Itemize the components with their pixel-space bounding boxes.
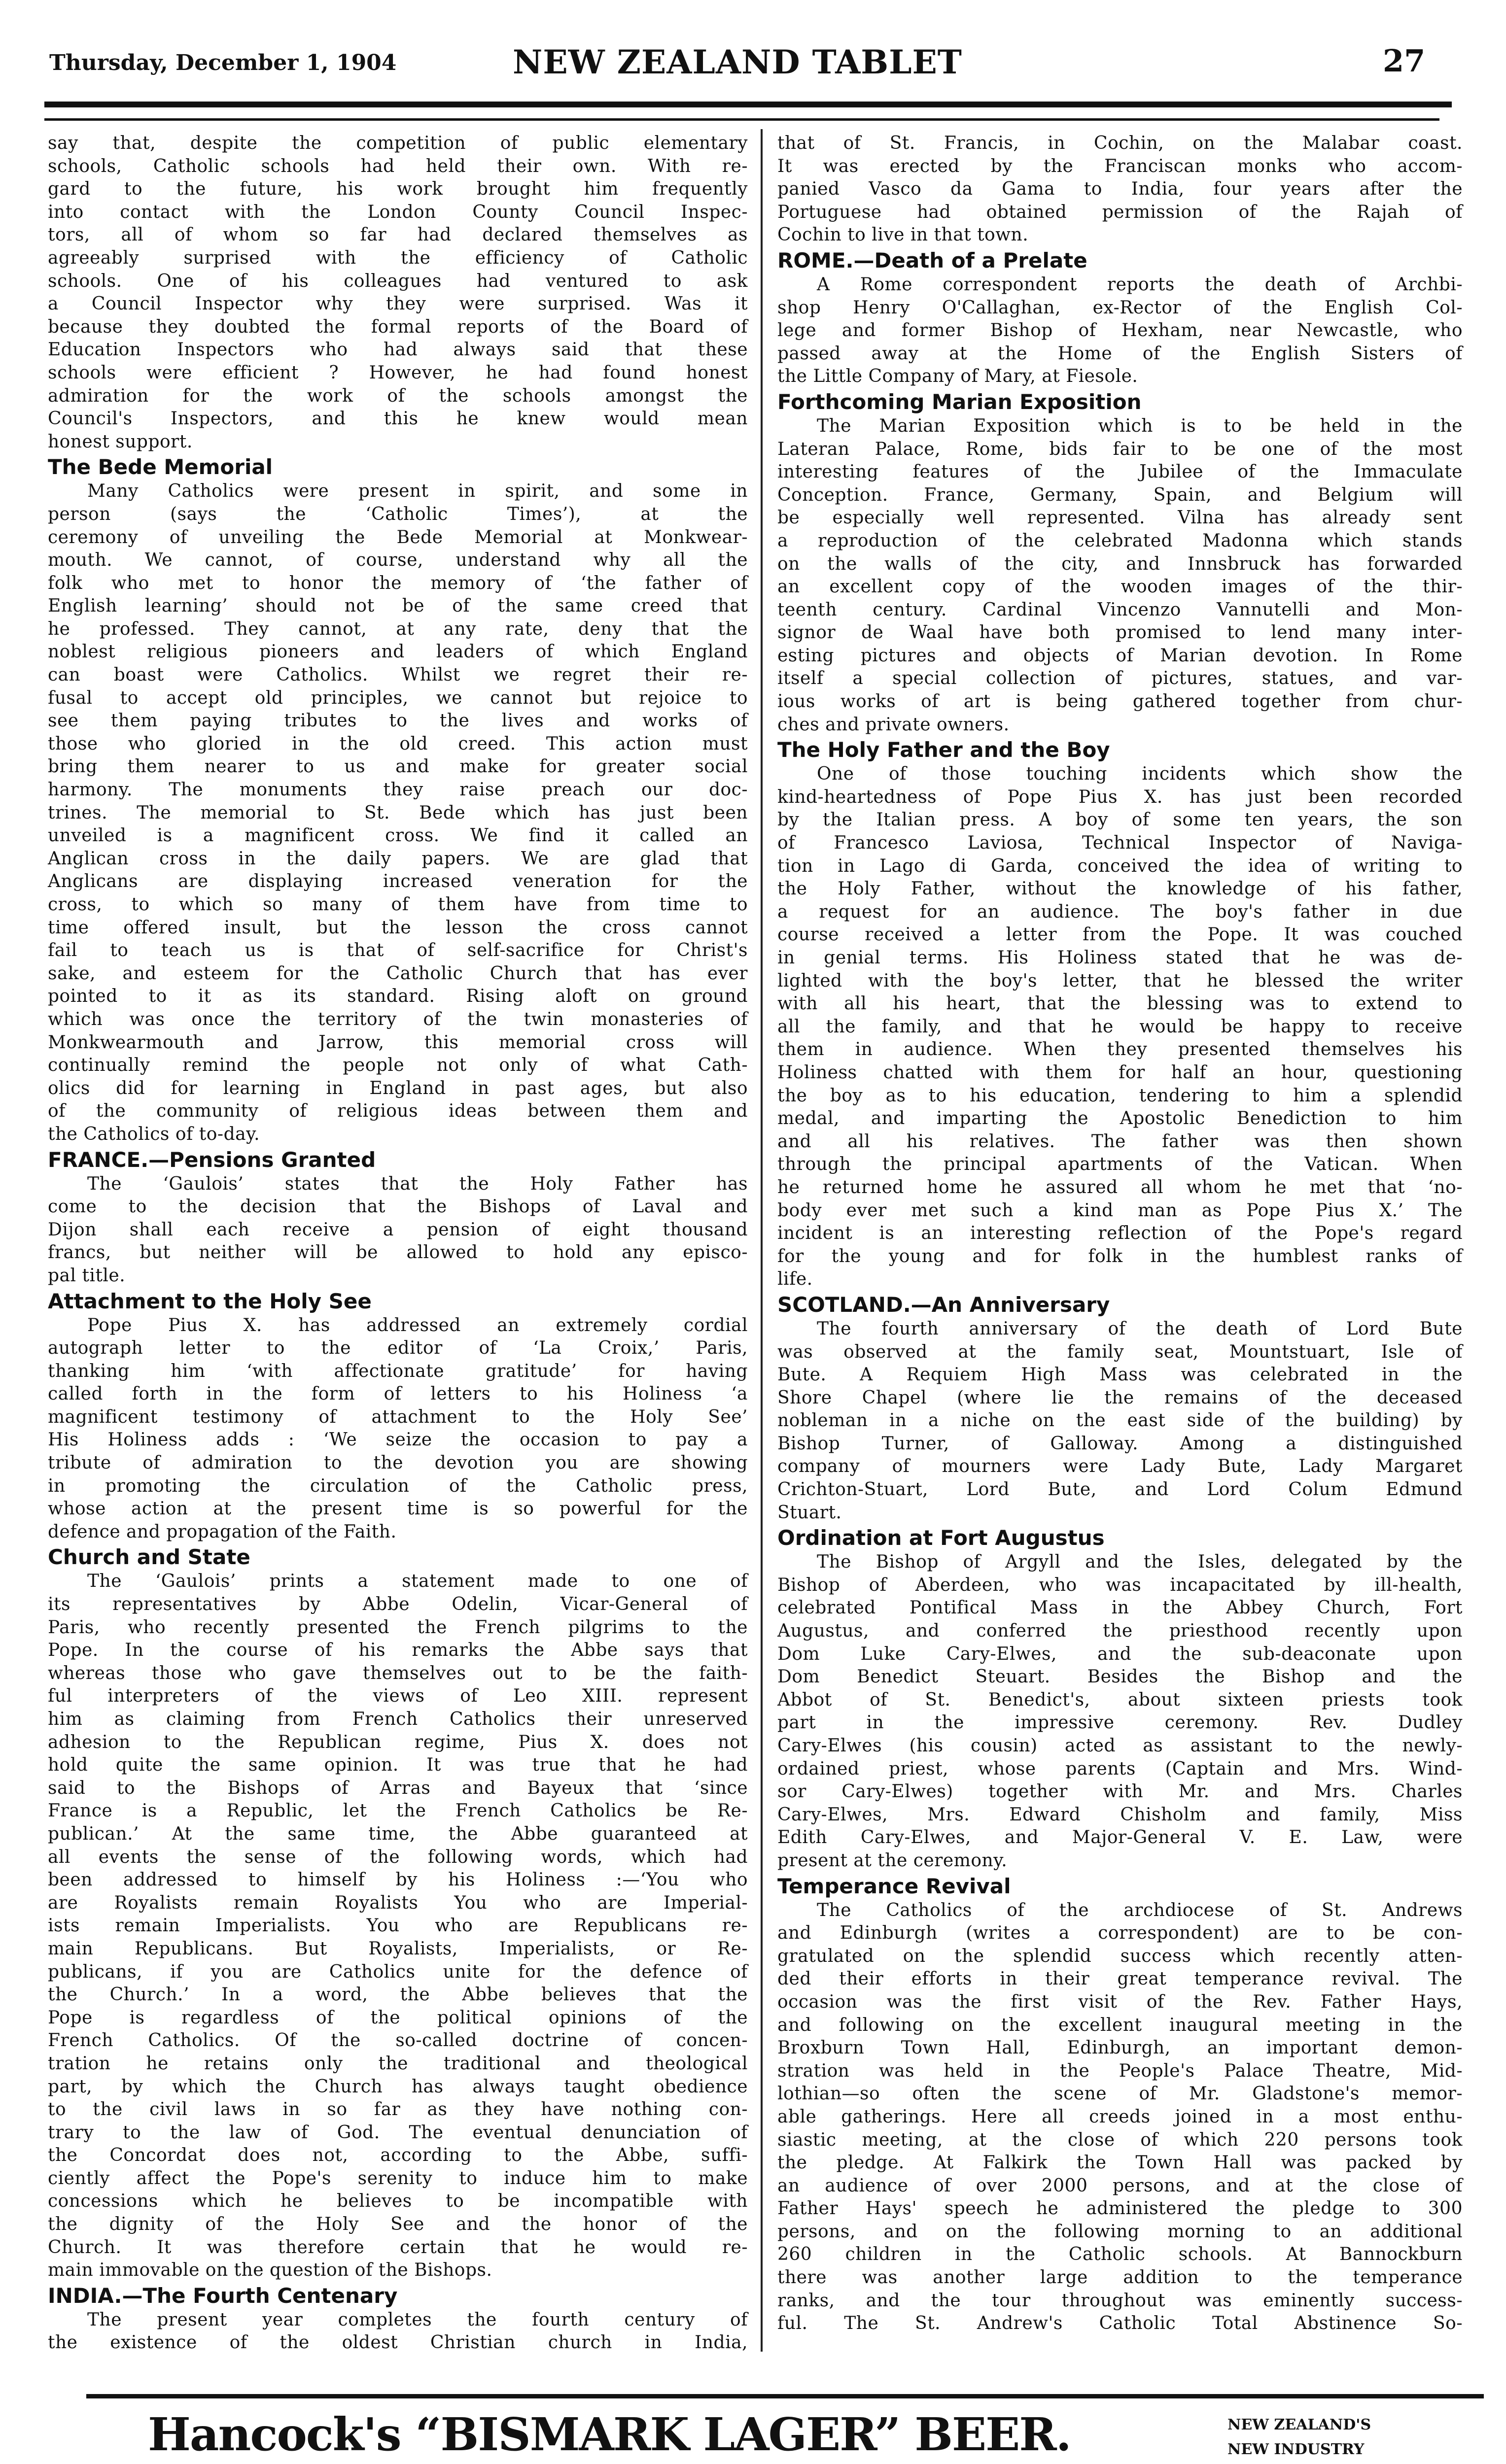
- text-line: by the Italian press. A boy of some ten years, the son: [777, 810, 1463, 830]
- text-line: Pope is regardless of the political opinions of the: [48, 2007, 748, 2028]
- text-line: Abbot of St. Benedict's, about sixteen priests took: [777, 1689, 1463, 1710]
- text-line: ches and private owners.: [777, 714, 1010, 735]
- text-line: schools, Catholic schools had held their own. With re-: [48, 156, 748, 176]
- text-line: Lateran Palace, Rome, bids fair to be one of the most: [777, 439, 1463, 459]
- advertisement-headline: Hancock's “BISMARK LAGER” BEER.: [148, 2408, 1071, 2461]
- article-paragraph: [777, 415, 1463, 736]
- text-line: the pledge. At Falkirk the Town Hall was packed by: [777, 2153, 1463, 2173]
- text-line: interesting features of the Jubilee of the Immaculate: [777, 462, 1463, 482]
- text-line: occasion was the first visit of the Rev. Father Hays,: [777, 1991, 1463, 2012]
- text-line: can boast were Catholics. Whilst we regret their re-: [48, 665, 748, 685]
- right-column: [777, 132, 1463, 2335]
- header-rule-thin: [44, 118, 1439, 121]
- article-paragraph: [777, 763, 1463, 1291]
- text-line: which was once the territory of the twin monasteries of: [48, 1009, 748, 1029]
- text-line: ful. The St. Andrew's Catholic Total Abstinence So-: [777, 2313, 1463, 2334]
- article-heading: Temperance Revival: [777, 1874, 1011, 1898]
- text-line: ciently affect the Pope's serenity to induce him to make: [48, 2168, 748, 2189]
- text-line: The fourth anniversary of the death of Lord Bute: [817, 1318, 1463, 1339]
- text-line: in promoting the circulation of the Catholic press,: [48, 1475, 748, 1496]
- text-line: noblest religious pioneers and leaders of which England: [48, 642, 748, 662]
- text-line: magnificent testimony of attachment to the Holy See’: [48, 1406, 748, 1427]
- text-line: Dijon shall each receive a pension of eight thousand: [48, 1219, 748, 1240]
- text-line: pal title.: [48, 1265, 126, 1286]
- text-line: concessions which he believes to be incompatible with: [48, 2191, 748, 2212]
- text-line: Many Catholics were present in spirit, and some in: [87, 481, 748, 502]
- text-line: Church. It was therefore certain that he would re-: [48, 2237, 748, 2258]
- article-heading: SCOTLAND.—An Anniversary: [777, 1292, 1110, 1317]
- advertisement-tagline-line: NEW INDUSTRY: [1227, 2441, 1365, 2458]
- text-line: esting pictures and objects of Marian devotion. In Rome: [777, 645, 1463, 666]
- text-line: Anglican cross in the daily papers. We are glad that: [48, 848, 748, 869]
- article-paragraph: [777, 274, 1463, 388]
- text-line: been addressed to himself by his Holiness :—‘You who: [48, 1870, 748, 1890]
- article-heading: Forthcoming Marian Exposition: [777, 389, 1142, 414]
- text-line: into contact with the London County Council Inspec-: [48, 202, 748, 222]
- text-line: because they doubted the formal reports of the Board of: [48, 316, 748, 337]
- text-line: Broxburn Town Hall, Edinburgh, an important demon-: [777, 2038, 1463, 2058]
- text-line: ceremony of unveiling the Bede Memorial at Monkwear-: [48, 527, 748, 548]
- text-line: English learning’ should not be of the same creed that: [48, 596, 748, 616]
- text-line: Crichton-Stuart, Lord Bute, and Lord Colum Edmund: [777, 1479, 1463, 1500]
- text-line: persons, and on the following morning to an additional: [777, 2221, 1463, 2242]
- text-line: there was another large addition to the temperance: [777, 2267, 1463, 2288]
- text-line: Holiness chatted with them for half an hour, questioning: [777, 1062, 1463, 1083]
- text-line: stration was held in the People's Palace Theatre, Mid-: [777, 2060, 1463, 2081]
- article-paragraph: [777, 1551, 1463, 1872]
- text-line: pointed to it as its standard. Rising aloft on ground: [48, 986, 748, 1007]
- text-line: Paris, who recently presented the French pilgrims to the: [48, 1617, 748, 1638]
- text-line: the Catholics of to-day.: [48, 1124, 260, 1144]
- text-line: honest support.: [48, 431, 193, 452]
- text-line: Father Hays' speech he administered the pledge to 300: [777, 2198, 1463, 2219]
- text-line: through the principal apartments of the Vatican. When: [777, 1154, 1463, 1175]
- text-line: said to the Bishops of Arras and Bayeux that ‘since: [48, 1778, 748, 1798]
- text-line: It was erected by the Franciscan monks who accom-: [777, 156, 1463, 176]
- text-line: the existence of the oldest Christian church in India,: [48, 2332, 748, 2353]
- text-line: the Holy Father, without the knowledge of his father,: [777, 879, 1463, 899]
- text-line: them in audience. When they presented themselves his: [777, 1039, 1463, 1060]
- text-line: The ‘Gaulois’ states that the Holy Father has: [87, 1173, 748, 1194]
- text-line: The Marian Exposition which is to be held in the: [817, 415, 1463, 436]
- text-line: folk who met to honor the memory of ‘the father of: [48, 573, 748, 593]
- text-line: Dom Benedict Steuart. Besides the Bishop and the: [777, 1667, 1463, 1687]
- text-line: that of St. Francis, in Cochin, on the Malabar coast.: [777, 133, 1463, 153]
- article-paragraph: [48, 1314, 748, 1544]
- text-line: of the community of religious ideas between them and: [48, 1101, 748, 1122]
- text-line: him as claiming from French Catholics their unreserved: [48, 1709, 748, 1729]
- text-line: Cary-Elwes, Mrs. Edward Chisholm and family, Miss: [777, 1804, 1463, 1825]
- text-line: schools. One of his colleagues had ventured to ask: [48, 271, 748, 291]
- text-line: Bishop Turner, of Galloway. Among a distinguished: [777, 1433, 1463, 1454]
- text-line: those who gloried in the old creed. This action must: [48, 733, 748, 754]
- text-line: incident is an interesting reflection of the Pope's regard: [777, 1223, 1463, 1244]
- text-line: ranks, and the tour throughout was eminently success-: [777, 2290, 1463, 2311]
- text-line: Cary-Elwes (his cousin) acted as assistant to the newly-: [777, 1736, 1463, 1756]
- text-line: 260 children in the Catholic schools. At Bannockburn: [777, 2244, 1463, 2265]
- text-line: fusal to accept old principles, we cannot but rejoice to: [48, 687, 748, 708]
- text-line: with all his heart, that the blessing was to extend to: [777, 993, 1463, 1014]
- text-line: harmony. The monuments they raise preach our doc-: [48, 780, 748, 800]
- text-line: of Francesco Laviosa, Technical Inspector of Naviga-: [777, 833, 1463, 854]
- article-paragraph: [48, 132, 748, 453]
- text-line: able gatherings. Here all creeds joined in a most enthu-: [777, 2106, 1463, 2127]
- text-line: Council's Inspectors, and this he knew would mean: [48, 409, 748, 429]
- text-line: say that, despite the competition of public elementary: [48, 133, 748, 153]
- text-line: gratulated on the splendid success which recently atten-: [777, 1946, 1463, 1966]
- text-line: in genial terms. His Holiness stated that he was de-: [777, 948, 1463, 968]
- text-line: all the family, and that he would be happy to receive: [777, 1016, 1463, 1037]
- text-line: Dom Luke Cary-Elwes, and the sub-deaconate upon: [777, 1643, 1463, 1664]
- text-line: the Church.’ In a word, the Abbe believes that the: [48, 1985, 748, 2005]
- article-paragraph: [777, 1899, 1463, 2335]
- text-line: lothian—so often the scene of Mr. Gladstone's memor-: [777, 2084, 1463, 2104]
- article-paragraph: [777, 1318, 1463, 1524]
- text-line: Cochin to live in that town.: [777, 225, 1029, 245]
- text-line: ious works of art is being gathered together from chur-: [777, 691, 1463, 712]
- text-line: main Republicans. But Royalists, Imperialists, or Re-: [48, 1938, 748, 1959]
- text-line: ded their efforts in their great temperance revival. The: [777, 1969, 1463, 1989]
- text-line: a request for an audience. The boy's father in due: [777, 901, 1463, 922]
- text-line: part in the impressive ceremony. Rev. Dudley: [777, 1712, 1463, 1733]
- text-line: schools were efficient ? However, he had found honest: [48, 362, 748, 383]
- text-line: defence and propagation of the Faith.: [48, 1521, 397, 1542]
- text-line: lighted with the boy's letter, that he blessed the writer: [777, 970, 1463, 991]
- text-line: The present year completes the fourth century of: [87, 2309, 748, 2330]
- text-line: olics did for learning in England in past ages, but also: [48, 1078, 748, 1098]
- text-line: publicans, if you are Catholics unite for the defence of: [48, 1961, 748, 1982]
- text-line: Pope. In the course of his remarks the Abbe says that: [48, 1640, 748, 1661]
- text-line: siastic meeting, at the close of which 220 persons took: [777, 2129, 1463, 2150]
- text-line: the boy as to his education, tendering to him a splendid: [777, 1085, 1463, 1106]
- column-divider: [761, 129, 763, 2352]
- text-line: the dignity of the Holy See and the honor of the: [48, 2214, 748, 2235]
- article-heading: The Holy Father and the Boy: [777, 738, 1110, 762]
- text-line: tion in Lago di Garda, conceived the idea of writing to: [777, 856, 1463, 876]
- text-line: ists remain Imperialists. You who are Republicans re-: [48, 1916, 748, 1936]
- left-column: [48, 132, 748, 2355]
- text-line: come to the decision that the Bishops of Laval and: [48, 1197, 748, 1217]
- article-paragraph: [777, 132, 1463, 247]
- text-line: Stuart.: [777, 1502, 842, 1523]
- text-line: trary to the law of God. The eventual denunciation of: [48, 2122, 748, 2143]
- text-line: a reproduction of the celebrated Madonna which stands: [777, 530, 1463, 551]
- text-line: tribute of admiration to the devotion you are showing: [48, 1453, 748, 1473]
- text-line: hold quite the same opinion. It was true that he had: [48, 1755, 748, 1776]
- text-line: called forth in the form of letters to his Holiness ‘a: [48, 1384, 748, 1404]
- article-heading: Church and State: [48, 1545, 250, 1570]
- text-line: His Holiness adds : ‘We seize the occasion to pay a: [48, 1430, 748, 1450]
- text-line: passed away at the Home of the English Sisters of: [777, 343, 1463, 364]
- text-line: Bute. A Requiem High Mass was celebrated in the: [777, 1365, 1463, 1385]
- page-number: 27: [1383, 43, 1426, 79]
- text-line: to the civil laws in so far as they have nothing con-: [48, 2099, 748, 2120]
- article-heading: Attachment to the Holy See: [48, 1289, 372, 1313]
- text-line: its representatives by Abbe Odelin, Vicar-General of: [48, 1594, 748, 1615]
- text-line: A Rome correspondent reports the death of Archbi-: [817, 274, 1463, 295]
- text-line: an excellent copy of the wooden images of the thir-: [777, 577, 1463, 597]
- text-line: person (says the ‘Catholic Times’), at the: [48, 504, 748, 524]
- text-line: sor Cary-Elwes) together with Mr. and Mrs. Charles: [777, 1781, 1463, 1802]
- text-line: whereas those who gave themselves out to be the faith-: [48, 1663, 748, 1683]
- text-line: Augustus, and conferred the priesthood recently upon: [777, 1621, 1463, 1642]
- text-line: Pope Pius X. has addressed an extremely cordial: [87, 1315, 748, 1335]
- text-line: whose action at the present time is so powerful for the: [48, 1499, 748, 1519]
- text-line: cross, to which so many of them have from time to: [48, 894, 748, 915]
- article-paragraph: [48, 1570, 748, 2282]
- text-line: publican.’ At the same time, the Abbe guaranteed at: [48, 1823, 748, 1844]
- text-line: medal, and imparting the Apostolic Benediction to him: [777, 1108, 1463, 1129]
- text-line: celebrated Pontifical Mass in the Abbey Church, Fort: [777, 1598, 1463, 1618]
- text-line: and all his relatives. The father was then shown: [777, 1131, 1463, 1152]
- masthead-title: NEW ZEALAND TABLET: [513, 43, 962, 81]
- text-line: part, by which the Church has always taught obedience: [48, 2076, 748, 2097]
- text-line: lege and former Bishop of Hexham, near Newcastle, who: [777, 320, 1463, 341]
- text-line: ordained priest, whose parents (Captain and Mrs. Wind-: [777, 1758, 1463, 1779]
- text-line: Anglicans are displaying increased veneration for the: [48, 871, 748, 892]
- text-line: and Edinburgh (writes a correspondent) are to be con-: [777, 1923, 1463, 1944]
- text-line: Shore Chapel (where lie the remains of the deceased: [777, 1387, 1463, 1408]
- text-line: trines. The memorial to St. Bede which has just been: [48, 802, 748, 823]
- text-line: francs, but neither will be allowed to hold any episco-: [48, 1242, 748, 1263]
- text-line: adhesion to the Republican regime, Pius X. does not: [48, 1732, 748, 1752]
- text-line: unveiled is a magnificent cross. We find it called an: [48, 825, 748, 846]
- text-line: bring them nearer to us and make for greater social: [48, 756, 748, 777]
- text-line: Education Inspectors who had always said that these: [48, 340, 748, 360]
- article-paragraph: [48, 2309, 748, 2355]
- text-line: course received a letter from the Pope. It was couched: [777, 924, 1463, 945]
- text-line: tration he retains only the traditional and theological: [48, 2053, 748, 2074]
- text-line: all events the sense of the following words, which had: [48, 1847, 748, 1867]
- text-line: agreeably surprised with the efficiency of Catholic: [48, 247, 748, 268]
- text-line: Bishop of Aberdeen, who was incapacitated by ill-health,: [777, 1574, 1463, 1595]
- text-line: see them paying tributes to the lives and works of: [48, 711, 748, 731]
- text-line: Portuguese had obtained permission of the Rajah of: [777, 202, 1463, 222]
- text-line: an audience of over 2000 persons, and at the close of: [777, 2175, 1463, 2196]
- text-line: panied Vasco da Gama to India, four years after the: [777, 179, 1463, 200]
- text-line: thanking him ‘with affectionate gratitude’ for having: [48, 1361, 748, 1381]
- text-line: fail to teach us is that of self-sacrifice for Christ's: [48, 940, 748, 961]
- text-line: French Catholics. Of the so-called doctrine of concen-: [48, 2030, 748, 2051]
- article-heading: INDIA.—The Fourth Centenary: [48, 2283, 398, 2308]
- text-line: nobleman in a niche on the east side of the building) by: [777, 1410, 1463, 1431]
- article-paragraph: [48, 480, 748, 1146]
- text-line: the Concordat does not, according to the Abbe, suffi-: [48, 2145, 748, 2166]
- text-line: the Little Company of Mary, at Fiesole.: [777, 366, 1138, 387]
- text-line: time offered insult, but the lesson the cross cannot: [48, 917, 748, 938]
- text-line: itself a special collection of pictures, statues, and var-: [777, 668, 1463, 689]
- article-paragraph: [48, 1173, 748, 1288]
- text-line: The Catholics of the archdiocese of St. Andrews: [817, 1900, 1463, 1920]
- issue-date: Thursday, December 1, 1904: [49, 50, 397, 75]
- article-heading: Ordination at Fort Augustus: [777, 1526, 1105, 1550]
- text-line: life.: [777, 1269, 813, 1290]
- text-line: on the walls of the city, and Innsbruck has forwarded: [777, 553, 1463, 574]
- text-line: company of mourners were Lady Bute, Lady Margaret: [777, 1456, 1463, 1477]
- text-line: France is a Republic, let the French Catholics be Re-: [48, 1801, 748, 1821]
- text-line: The ‘Gaulois’ prints a statement made to one of: [87, 1571, 748, 1592]
- text-line: teenth century. Cardinal Vincenzo Vannutelli and Mon-: [777, 599, 1463, 620]
- header-rule-thick: [44, 102, 1452, 107]
- text-line: signor de Waal have both promised to lend many inter-: [777, 622, 1463, 643]
- text-line: gard to the future, his work brought him frequently: [48, 179, 748, 200]
- text-line: for the young and for folk in the humblest ranks of: [777, 1246, 1463, 1266]
- text-line: he professed. They cannot, at any rate, deny that the: [48, 618, 748, 639]
- text-line: kind-heartedness of Pope Pius X. has just been recorded: [777, 787, 1463, 807]
- article-heading: FRANCE.—Pensions Granted: [48, 1147, 376, 1172]
- text-line: continually remind the people not only of what Cath-: [48, 1055, 748, 1076]
- footer-rule: [86, 2394, 1484, 2398]
- text-line: be especially well represented. Vilna has already sent: [777, 508, 1463, 528]
- text-line: present at the ceremony.: [777, 1850, 1008, 1871]
- text-line: and following on the excellent inaugural meeting in the: [777, 2015, 1463, 2035]
- text-line: ful interpreters of the views of Leo XIII. represent: [48, 1686, 748, 1707]
- text-line: mouth. We cannot, of course, understand why all the: [48, 550, 748, 571]
- article-heading: ROME.—Death of a Prelate: [777, 248, 1087, 273]
- text-line: admiration for the work of the schools amongst the: [48, 385, 748, 406]
- text-line: are Royalists remain Royalists You who are Imperial-: [48, 1892, 748, 1913]
- text-line: One of those touching incidents which show the: [817, 764, 1463, 785]
- article-heading: The Bede Memorial: [48, 455, 273, 479]
- text-line: autograph letter to the editor of ‘La Croix,’ Paris,: [48, 1338, 748, 1359]
- text-line: a Council Inspector why they were surprised. Was it: [48, 294, 748, 314]
- text-line: tors, all of whom so far had declared themselves as: [48, 225, 748, 245]
- text-line: was observed at the family seat, Mountstuart, Isle of: [777, 1341, 1463, 1362]
- text-line: body ever met such a kind man as Pope Pius X.’ The: [777, 1200, 1463, 1221]
- text-line: main immovable on the question of the Bishops.: [48, 2260, 492, 2281]
- text-line: The Bishop of Argyll and the Isles, delegated by the: [817, 1552, 1463, 1573]
- text-line: Conception. France, Germany, Spain, and Belgium will: [777, 484, 1463, 505]
- advertisement-tagline-line: NEW ZEALAND'S: [1227, 2416, 1371, 2433]
- text-line: sake, and esteem for the Catholic Church that has ever: [48, 963, 748, 984]
- text-line: Monkwearmouth and Jarrow, this memorial cross will: [48, 1032, 748, 1053]
- text-line: shop Henry O'Callaghan, ex-Rector of the English Col-: [777, 297, 1463, 318]
- text-line: Edith Cary-Elwes, and Major-General V. E. Law, were: [777, 1827, 1463, 1848]
- advertisement-tagline: [1227, 2413, 1371, 2462]
- text-line: he returned home he assured all whom he met that ‘no-: [777, 1177, 1463, 1198]
